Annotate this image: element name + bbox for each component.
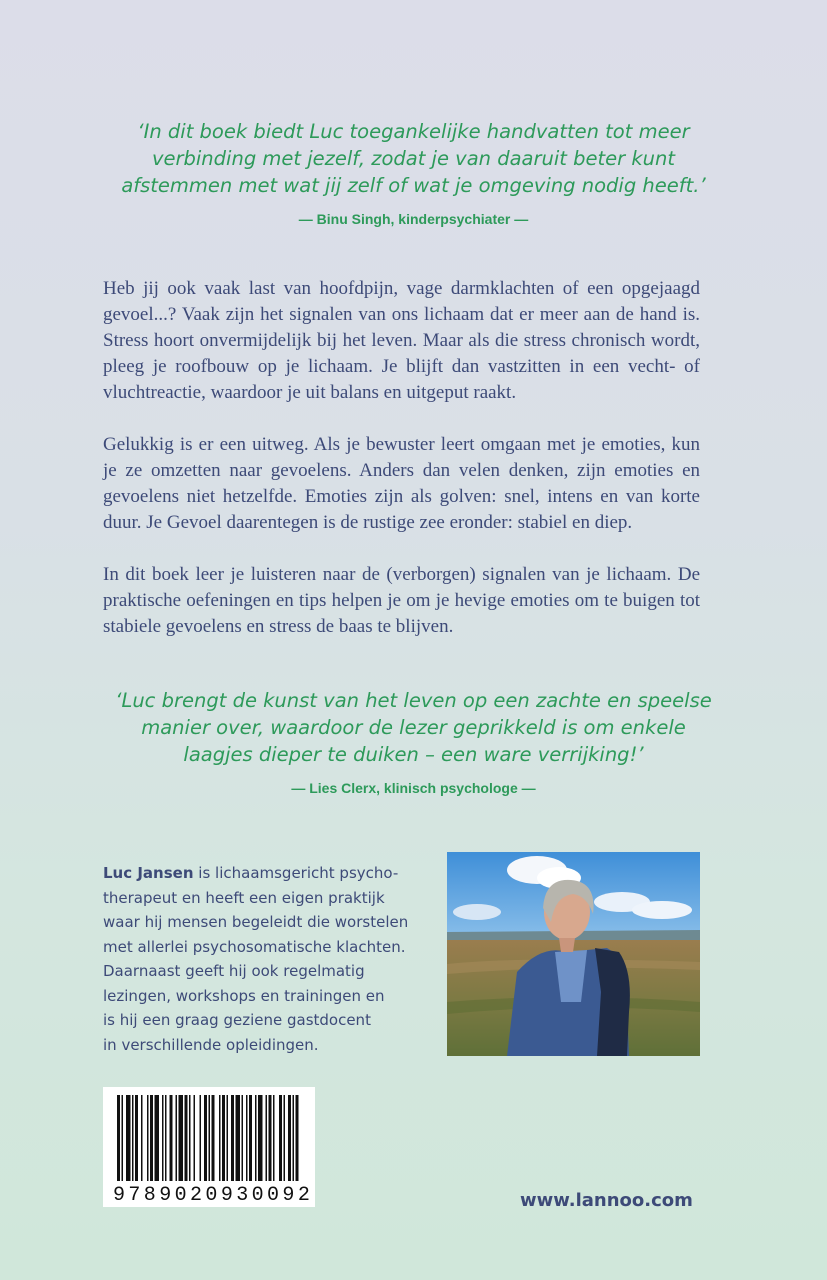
author-bio-line: met allerlei psychosomatische klachten.: [103, 937, 406, 956]
barcode-bar: [246, 1095, 248, 1181]
barcode: [103, 1087, 315, 1207]
barcode-bar: [132, 1095, 134, 1181]
barcode-bar: [231, 1095, 234, 1181]
barcode-bar: [258, 1095, 263, 1181]
author-bio: [103, 861, 423, 1057]
barcode-bar: [194, 1095, 196, 1181]
barcode-bar: [150, 1095, 153, 1181]
author-bio-line: therapeut en heeft een eigen praktijk: [103, 888, 385, 907]
barcode-bar: [255, 1095, 257, 1181]
author-photo: [447, 852, 700, 1056]
barcode-bar: [209, 1095, 211, 1181]
author-bio-line-1-text: is lichaamsgericht psycho-: [193, 864, 399, 882]
barcode-bars: [103, 1087, 315, 1187]
barcode-bar: [189, 1095, 191, 1181]
quote-bottom-line-2: manier over, waardoor de lezer geprikkeld is om enkele: [141, 716, 686, 739]
barcode-bar: [141, 1095, 143, 1181]
barcode-bar: [219, 1095, 221, 1181]
barcode-bar: [273, 1095, 275, 1181]
barcode-bar: [170, 1095, 173, 1181]
barcode-bar: [162, 1095, 164, 1181]
barcode-bar: [236, 1095, 241, 1181]
quote-top: [0, 118, 827, 199]
quote-bottom-attribution: — Lies Clerx, klinisch psychologe —: [291, 780, 536, 796]
barcode-bar: [185, 1095, 188, 1181]
barcode-bar: [176, 1095, 178, 1181]
barcode-bar: [296, 1095, 299, 1181]
quote-top-line-1: ‘In dit boek biedt Luc toegankelijke handvatten tot meer: [137, 120, 690, 143]
quote-top-attribution: — Binu Singh, kinderpsychiater —: [298, 211, 529, 227]
quote-bottom-line-3: laagjes dieper te duiken – een ware verrijking!’: [183, 743, 644, 766]
barcode-bar: [122, 1095, 124, 1181]
barcode-bar: [135, 1095, 138, 1181]
author-bio-line-1: [103, 861, 423, 886]
blurb-paragraph-3: In dit boek leer je luisteren naar de (verborgen) signalen van je lichaam. De praktische oefeningen en tips helpen je om je hevige emoties om te buigen tot stabiele gevoelens en stress de baas te blijven.: [103, 564, 700, 637]
barcode-bar: [126, 1095, 131, 1181]
author-bio-line: in verschillende opleidingen.: [103, 1035, 319, 1054]
publisher-website: www.lannoo.com: [520, 1190, 693, 1211]
quote-bottom: [0, 687, 827, 768]
barcode-bar: [212, 1095, 215, 1181]
author-bio-line: is hij een graag geziene gastdocent: [103, 1011, 371, 1029]
author-photo-image: [447, 852, 700, 1056]
blurb: [103, 276, 700, 640]
barcode-bar: [165, 1095, 167, 1181]
barcode-bar: [284, 1095, 286, 1181]
barcode-bar: [293, 1095, 295, 1181]
barcode-bar: [266, 1095, 268, 1181]
barcode-bar: [117, 1095, 120, 1181]
barcode-bar: [179, 1095, 184, 1181]
barcode-bar: [242, 1095, 244, 1181]
quote-bottom-line-1: ‘Luc brengt de kunst van het leven op een zachte en speelse: [115, 689, 712, 712]
barcode-bar: [269, 1095, 272, 1181]
barcode-bar: [227, 1095, 229, 1181]
barcode-isbn: 9789020930092: [113, 1184, 314, 1207]
barcode-bar: [147, 1095, 149, 1181]
barcode-bar: [155, 1095, 160, 1181]
barcode-bar: [288, 1095, 291, 1181]
author-name: Luc Jansen: [103, 864, 194, 882]
quote-top-line-3: afstemmen met wat jij zelf of wat je omgeving nodig heeft.’: [121, 174, 706, 197]
author-bio-line: lezingen, workshops en trainingen en: [103, 986, 385, 1005]
quote-top-line-2: verbinding met jezelf, zodat je van daaruit beter kunt: [151, 147, 676, 170]
barcode-bar: [204, 1095, 207, 1181]
blurb-paragraph-1: Heb jij ook vaak last van hoofdpijn, vage darmklachten of een opgejaagd gevoel...? Vaak zijn het signalen van ons lichaam dat er meer aan de hand is. Stress hoort onvermijdelijk bij het leven. Maar als die stress chronisch wordt, pleeg je roofbouw op je lichaam. Je blijft dan vastzitten in een vecht- of vluchtreactie, waardoor je uit balans en uitgeput raakt.: [103, 278, 700, 403]
barcode-bar: [279, 1095, 282, 1181]
barcode-bar: [200, 1095, 202, 1181]
author-bio-line: Daarnaast geeft hij ook regelmatig: [103, 962, 365, 980]
author-bio-line: waar hij mensen begeleidt die worstelen: [103, 913, 409, 931]
barcode-bar: [222, 1095, 225, 1181]
barcode-bar: [249, 1095, 252, 1181]
blurb-paragraph-2: Gelukkig is er een uitweg. Als je bewuster leert omgaan met je emoties, kun je ze omzetten naar gevoelens. Anders dan velen denken, zijn emoties en gevoelens niet hetzelfde. Emoties zijn als golven: snel, intens en van korte duur. Je Gevoel daarentegen is de rustige zee eronder: stabiel en diep.: [103, 434, 700, 533]
